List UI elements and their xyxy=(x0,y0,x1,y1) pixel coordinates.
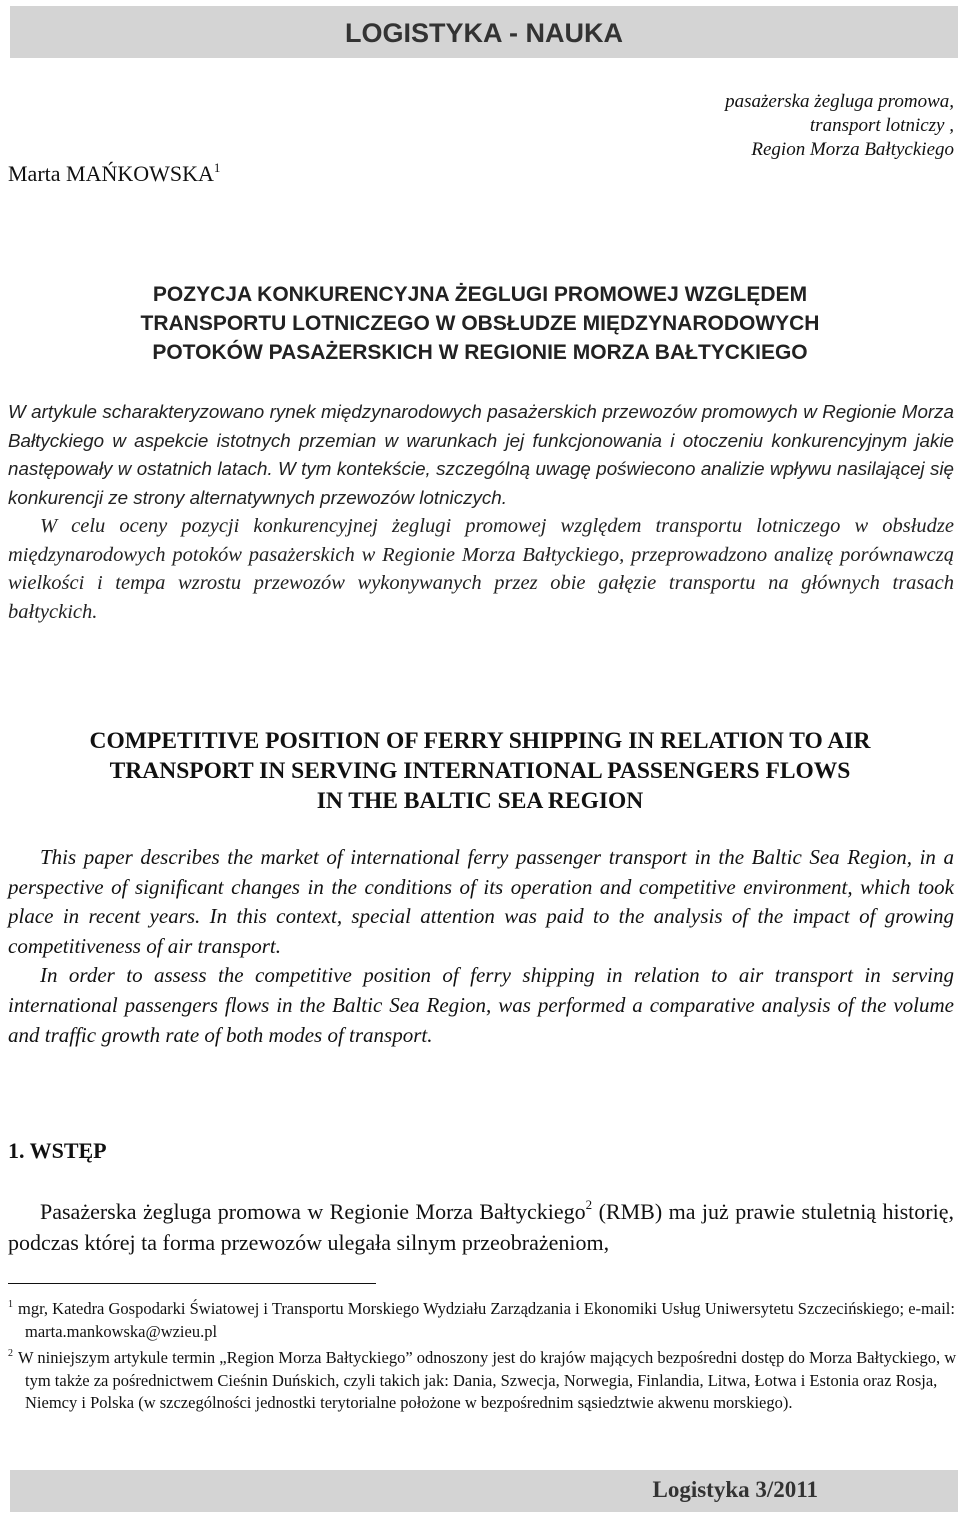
footnote-text: mgr, Katedra Gospodarki Światowej i Transportu Morskiego Wydziału Zarządzania i Ekonomiki Usług Uniwersytetu Szczecińskiego; e-mail: marta.mankowska@wzieu.pl xyxy=(18,1299,955,1341)
title-line: TRANSPORTU LOTNICZEGO W OBSŁUDZE MIĘDZYNARODOWYCH xyxy=(140,312,820,335)
footnote-text: W niniejszym artykule termin „Region Morza Bałtyckiego” odnoszony jest do krajów mających bezpośredni dostęp do Morza Bałtyckiego, w tym także za pośrednictwem Cieśnin Duńskich, czyli takich jak: Dania, Szwecja, Norwegia, Finlandia, Litwa, Łotwa i Estonia oraz Rosja, Niemcy i Polska (w szczególności jednostki terytorialne położone w bezpośrednim sąsiedztwie akwenu morskiego). xyxy=(18,1348,957,1412)
footnote-divider xyxy=(8,1283,376,1284)
article-title-polish xyxy=(40,280,920,367)
title-line: TRANSPORT IN SERVING INTERNATIONAL PASSENGERS FLOWS xyxy=(109,758,851,784)
title-line: COMPETITIVE POSITION OF FERRY SHIPPING IN RELATION TO AIR xyxy=(89,728,871,754)
footnote-ref: 2 xyxy=(585,1197,593,1212)
body-text: Pasażerska żegluga promowa w Regionie Morza Bałtyckiego xyxy=(40,1199,586,1224)
keyword-line: transport lotniczy , xyxy=(809,115,954,136)
footnote-number: 2 xyxy=(8,1348,13,1359)
journal-issue: Logistyka 3/2011 xyxy=(652,1477,818,1502)
journal-footer xyxy=(10,1470,958,1512)
abstract-paragraph: W celu oceny pozycji konkurencyjnej żeglugi promowej względem transportu lotniczego w obsłudze międzynarodowych potoków pasażerskich w Regionie Morza Bałtyckiego, przeprowadzono analizę porównawczą wielkości i tempa wzrostu przewozów wykonywanych przez obie gałęzie transportu na głównych trasach bałtyckich. xyxy=(8,515,954,623)
author-name: Marta MAŃKOWSKA xyxy=(8,161,214,186)
footnotes xyxy=(8,1298,958,1419)
article-title-english xyxy=(20,726,940,816)
keywords xyxy=(554,90,954,162)
footnote xyxy=(8,1347,958,1415)
author-footnote-ref: 1 xyxy=(213,160,221,175)
footnote-number: 1 xyxy=(8,1299,13,1310)
keyword-line: pasażerska żegluga promowa, xyxy=(725,91,954,112)
journal-header xyxy=(10,6,958,58)
abstract-paragraph: In order to assess the competitive position of ferry shipping in relation to air transport in serving international passengers flows in the Baltic Sea Region, was performed a comparative analysis of the volume and traffic growth rate of both modes of transport. xyxy=(8,963,954,1047)
abstract-polish xyxy=(8,398,954,626)
section-heading: 1. WSTĘP xyxy=(8,1138,107,1163)
footnote xyxy=(8,1298,958,1343)
title-line: IN THE BALTIC SEA REGION xyxy=(316,788,644,814)
abstract-paragraph: This paper describes the market of international ferry passenger transport in the Baltic Sea Region, in a perspective of significant changes in the conditions of its operation and competitive environment, which took place in recent years. In this context, special attention was paid to the analysis of the impact of growing competitiveness of air transport. xyxy=(8,845,954,958)
author xyxy=(8,160,220,187)
body-paragraph xyxy=(8,1196,954,1258)
title-line: POZYCJA KONKURENCYJNA ŻEGLUGI PROMOWEJ WZGLĘDEM xyxy=(152,283,808,306)
body-text: (RMB) ma już prawie stuletnią historię, podczas której ta forma przewozów ulegała silnym przeobrażeniom, xyxy=(8,1199,954,1255)
abstract-english xyxy=(8,843,954,1050)
journal-section-title: LOGISTYKA - NAUKA xyxy=(345,18,623,48)
keyword-line: Region Morza Bałtyckiego xyxy=(751,139,954,160)
title-line: POTOKÓW PASAŻERSKICH W REGIONIE MORZA BAŁTYCKIEGO xyxy=(152,341,808,364)
abstract-paragraph: W artykule scharakteryzowano rynek międzynarodowych pasażerskich przewozów promowych w Regionie Morza Bałtyckiego w aspekcie istotnych przemian w warunkach jej funkcjonowania i otoczeniu konkurencyjnym jakie następowały w ostatnich latach. W tym kontekście, szczególną uwagę poświecono analizie wpływu nasilającej się konkurencji ze strony alternatywnych przewozów lotniczych. xyxy=(8,401,954,508)
